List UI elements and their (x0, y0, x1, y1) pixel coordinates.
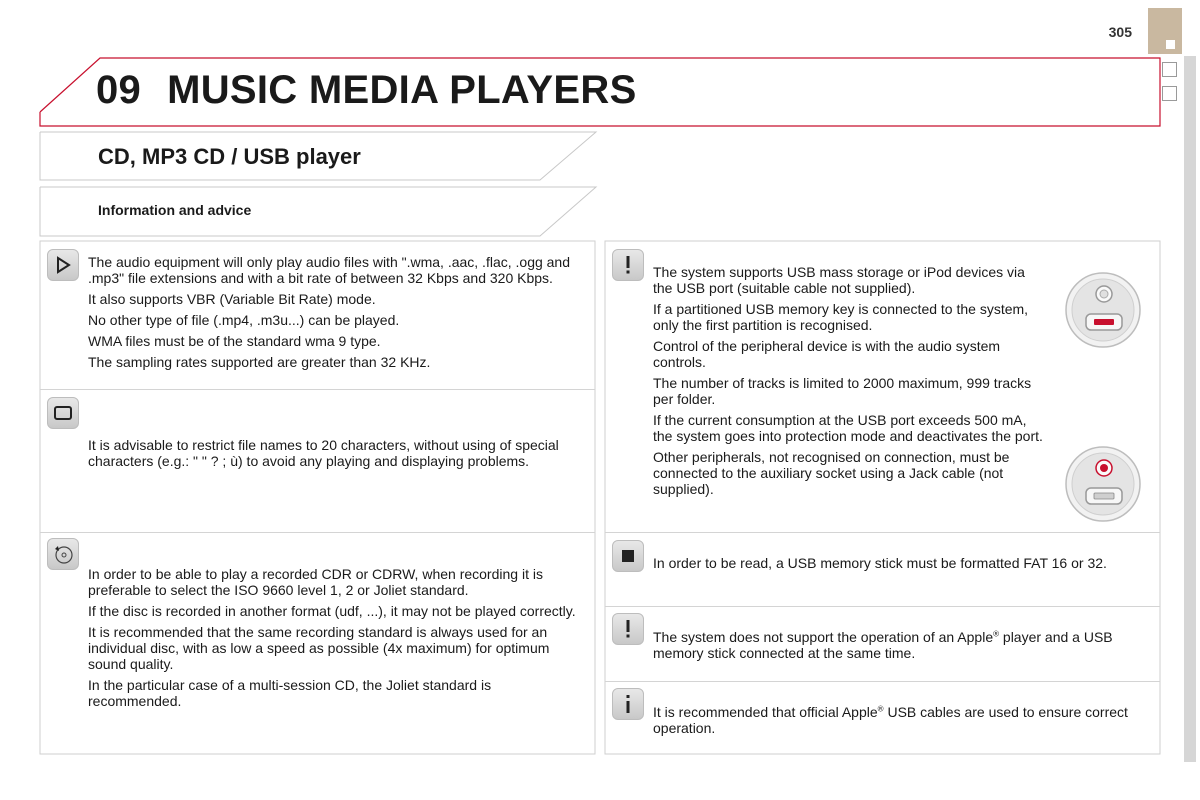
disc-icon (47, 538, 79, 570)
note-paragraph: Control of the peripheral device is with the audio system controls. (653, 338, 1001, 370)
note-paragraph: WMA files must be of the standard wma 9 type. (88, 333, 381, 349)
note-apple-usb-conflict (653, 629, 1153, 666)
note-paragraph: It also supports VBR (Variable Bit Rate) mode. (88, 291, 376, 307)
info-icon (612, 688, 644, 720)
section-title: CD, MP3 CD / USB player (98, 144, 361, 169)
note-usb-support (653, 264, 1048, 502)
divider (605, 606, 1160, 607)
note-paragraph: The audio equipment will only play audio files with ".wma, .aac, .flac, .ogg and .mp3" file extensions and with a bit rate of between 32 Kbps and 320 Kbps. (88, 254, 571, 286)
note-paragraph: In order to be read, a USB memory stick must be formatted FAT 16 or 32. (653, 555, 1107, 571)
exclamation-icon (612, 613, 644, 645)
chapter-title-text: MUSIC MEDIA PLAYERS (167, 68, 637, 112)
page-number: 305 (1108, 24, 1132, 40)
chapter-number: 09 (96, 68, 142, 112)
note-paragraph: If a partitioned USB memory key is connected to the system, only the first partition is recognised. (653, 301, 1029, 333)
note-paragraph: It is recommended that the same recording standard is always used for an individual disc, with as low a speed as possible (4x maximum) for optimum sound quality. (88, 624, 550, 672)
note-audio-formats (88, 254, 588, 375)
chapter-tab-2[interactable] (1162, 62, 1177, 77)
divider (605, 681, 1160, 682)
note-paragraph: No other type of file (.mp4, .m3u...) can be played. (88, 312, 400, 328)
divider (40, 532, 595, 533)
note-paragraph: If the disc is recorded in another format (udf, ...), it may not be played correctly. (88, 603, 576, 619)
scrollbar[interactable] (1184, 56, 1196, 762)
chapter-tab[interactable] (1148, 8, 1182, 54)
note-paragraph: If the current consumption at the USB port exceeds 500 mA, the system goes into protection mode and deactivates the port. (653, 412, 1043, 444)
note-file-names (88, 437, 588, 474)
note-paragraph: In order to be able to play a recorded CDR or CDRW, when recording it is preferable to select the ISO 9660 level 1, 2 or Joliet standard. (88, 566, 543, 598)
exclamation-icon (612, 249, 644, 281)
note-paragraph: In the particular case of a multi-session CD, the Joliet standard is recommended. (88, 677, 492, 709)
screen-icon (47, 397, 79, 429)
subsection-title: Information and advice (98, 202, 252, 218)
play-icon (47, 249, 79, 281)
note-paragraph: The number of tracks is limited to 2000 maximum, 999 tracks per folder. (653, 375, 1032, 407)
usb-port-image (1064, 270, 1142, 350)
note-paragraph: It is advisable to restrict file names to 20 characters, without using of special characters (e.g.: " " ? ; ù) to avoid any playing and displaying problems. (88, 437, 559, 469)
square-icon (612, 540, 644, 572)
chapter-tab-3[interactable] (1162, 86, 1177, 101)
chapter-tab-marker (1166, 40, 1175, 49)
note-fat-format (653, 555, 1153, 576)
note-paragraph: Other peripherals, not recognised on connection, must be connected to the auxiliary socket using a Jack cable (not supplied). (653, 449, 1010, 497)
note-paragraph: The system supports USB mass storage or iPod devices via the USB port (suitable cable not supplied). (653, 264, 1025, 296)
note-apple-cables (653, 704, 1153, 741)
aux-port-image (1064, 444, 1142, 524)
divider (40, 389, 595, 390)
note-paragraph: The system does not support the operation of an Apple® player and a USB memory stick connected at the same time. (653, 629, 1113, 661)
note-paragraph: The sampling rates supported are greater than 32 KHz. (88, 354, 431, 370)
note-cd-recording (88, 566, 588, 714)
divider (605, 532, 1160, 533)
note-paragraph: It is recommended that official Apple® USB cables are used to ensure correct operation. (653, 704, 1128, 736)
chapter-title (96, 68, 637, 113)
